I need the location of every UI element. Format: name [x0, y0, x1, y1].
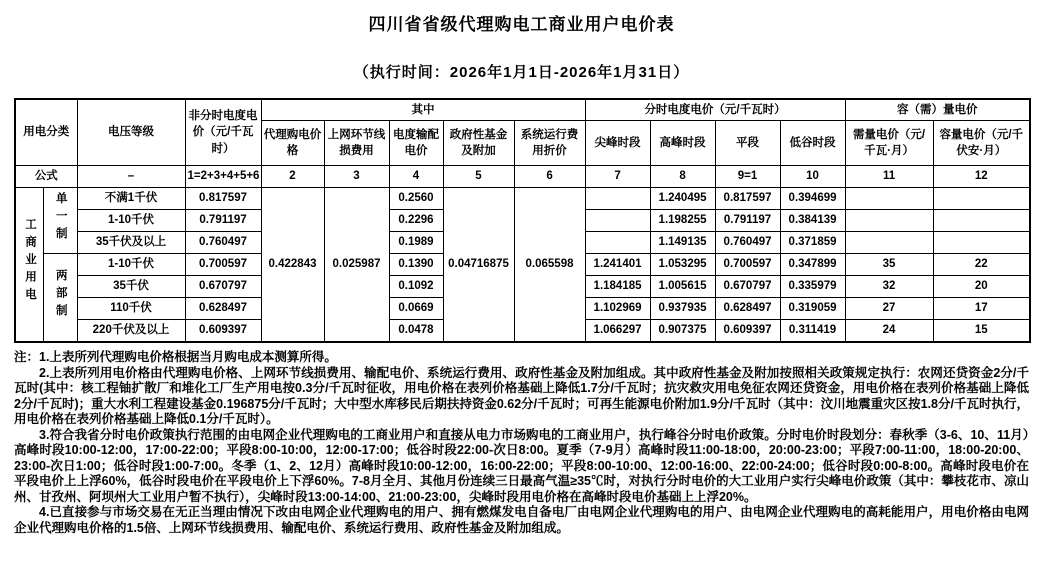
peak-cell: 1.005615: [650, 276, 715, 298]
sharp-peak-cell: [585, 188, 650, 210]
note-4: 4.已直接参与市场交易在无正当理由情况下改由电网企业代理购电的用户、拥有燃煤发电自备电厂由电网企业代理购电的用户、由电网企业代理购电的高耗能用户，用电价格由电网企业代理购电价格的1.5倍、上网环节线损费用、输配电价、系统运行费用、政府性基金及附加组成。: [14, 505, 1029, 535]
voltage-cell: 35千伏及以上: [77, 232, 185, 254]
notes-section: [14, 350, 1029, 536]
header-line-loss: 上网环节线损费用: [324, 121, 389, 166]
peak-cell: 0.937935: [650, 298, 715, 320]
valley-cell: 0.319059: [780, 298, 845, 320]
header-sharp-peak: 尖峰时段: [585, 121, 650, 166]
voltage-cell: 不满1千伏: [77, 188, 185, 210]
flat-cell: 0.670797: [715, 276, 780, 298]
flat-cell: 0.760497: [715, 232, 780, 254]
voltage-cell: 1-10千伏: [77, 210, 185, 232]
system-two-part-cell: [43, 254, 77, 343]
peak-cell: 1.053295: [650, 254, 715, 276]
sharp-peak-cell: 1.184185: [585, 276, 650, 298]
formula-dash: –: [77, 166, 185, 188]
demand-cell: [845, 210, 933, 232]
header-flat: 平段: [715, 121, 780, 166]
demand-cell: [845, 232, 933, 254]
valley-cell: 0.384139: [780, 210, 845, 232]
formula-col: 12: [933, 166, 1030, 188]
header-peak: 高峰时段: [650, 121, 715, 166]
total-price-cell: 0.700597: [185, 254, 261, 276]
category-cell: [15, 188, 43, 343]
formula-col: 7: [585, 166, 650, 188]
capacity-cell: [933, 232, 1030, 254]
system-single-label: 单一制: [54, 191, 67, 245]
page-title: 四川省省级代理购电工商业用户电价表: [368, 15, 675, 34]
header-capacity-group: 容（需）量电价: [845, 99, 1030, 121]
peak-cell: 0.907375: [650, 320, 715, 343]
flat-cell: 0.609397: [715, 320, 780, 343]
voltage-cell: 35千伏: [77, 276, 185, 298]
sharp-peak-cell: 1.241401: [585, 254, 650, 276]
total-price-cell: 0.760497: [185, 232, 261, 254]
total-price-cell: 0.791197: [185, 210, 261, 232]
header-capacity-price: 容量电价（元/千伏安·月）: [933, 121, 1030, 166]
capacity-cell: 15: [933, 320, 1030, 343]
system-two-part-label: 两部制: [54, 268, 67, 322]
formula-col: 11: [845, 166, 933, 188]
total-price-cell: 0.817597: [185, 188, 261, 210]
peak-cell: 1.149135: [650, 232, 715, 254]
header-row-groups: [15, 99, 1030, 121]
line-loss-cell: 0.025987: [324, 188, 389, 343]
header-valley: 低谷时段: [780, 121, 845, 166]
capacity-cell: 17: [933, 298, 1030, 320]
total-price-cell: 0.628497: [185, 298, 261, 320]
price-table: [14, 98, 1031, 343]
header-system-cost: 系统运行费用折价: [514, 121, 585, 166]
peak-cell: 1.198255: [650, 210, 715, 232]
transmission-cell: 0.0669: [389, 298, 443, 320]
flat-cell: 0.628497: [715, 298, 780, 320]
sharp-peak-cell: 1.102969: [585, 298, 650, 320]
page-subtitle: （执行时间：2026年1月1日-2026年1月31日）: [353, 64, 690, 81]
demand-cell: 24: [845, 320, 933, 343]
capacity-cell: [933, 210, 1030, 232]
transmission-cell: 0.2560: [389, 188, 443, 210]
transmission-cell: 0.1989: [389, 232, 443, 254]
system-cost-cell: 0.065598: [514, 188, 585, 343]
agent-price-cell: 0.422843: [261, 188, 324, 343]
header-transmission: 电度输配电价: [389, 121, 443, 166]
sharp-peak-cell: [585, 210, 650, 232]
document-page: [14, 0, 1029, 536]
valley-cell: 0.371859: [780, 232, 845, 254]
transmission-cell: 0.1390: [389, 254, 443, 276]
formula-col: 2: [261, 166, 324, 188]
valley-cell: 0.347899: [780, 254, 845, 276]
header-use-class: 用电分类: [15, 99, 77, 166]
formula-label: 公式: [15, 166, 77, 188]
voltage-cell: 220千伏及以上: [77, 320, 185, 343]
header-gov-funds: 政府性基金及附加: [443, 121, 514, 166]
capacity-cell: 22: [933, 254, 1030, 276]
flat-cell: 0.791197: [715, 210, 780, 232]
table-row: [15, 188, 1030, 210]
header-demand-price: 需量电价（元/千瓦·月）: [845, 121, 933, 166]
formula-col: 3: [324, 166, 389, 188]
header-non-tou-price: 非分时电度电价（元/千瓦时）: [185, 99, 261, 166]
transmission-cell: 0.0478: [389, 320, 443, 343]
flat-cell: 0.817597: [715, 188, 780, 210]
category-label: 工商业用电: [24, 218, 36, 306]
demand-cell: 32: [845, 276, 933, 298]
formula-col: 8: [650, 166, 715, 188]
peak-cell: 1.240495: [650, 188, 715, 210]
total-price-cell: 0.609397: [185, 320, 261, 343]
formula-col: 4: [389, 166, 443, 188]
formula-col: 10: [780, 166, 845, 188]
formula-row: [15, 166, 1030, 188]
formula-total: 1=2+3+4+5+6: [185, 166, 261, 188]
capacity-cell: [933, 188, 1030, 210]
header-voltage: 电压等级: [77, 99, 185, 166]
capacity-cell: 20: [933, 276, 1030, 298]
header-among-group: 其中: [261, 99, 585, 121]
header-agent-price: 代理购电价格: [261, 121, 324, 166]
voltage-cell: 1-10千伏: [77, 254, 185, 276]
formula-col: 6: [514, 166, 585, 188]
system-single-cell: [43, 188, 77, 254]
transmission-cell: 0.2296: [389, 210, 443, 232]
demand-cell: 35: [845, 254, 933, 276]
valley-cell: 0.394699: [780, 188, 845, 210]
voltage-cell: 110千伏: [77, 298, 185, 320]
formula-col: 9=1: [715, 166, 780, 188]
demand-cell: [845, 188, 933, 210]
sharp-peak-cell: 1.066297: [585, 320, 650, 343]
demand-cell: 27: [845, 298, 933, 320]
valley-cell: 0.311419: [780, 320, 845, 343]
total-price-cell: 0.670797: [185, 276, 261, 298]
note-1: 注：1.上表所列代理购电价格根据当月购电成本测算所得。: [14, 350, 337, 364]
valley-cell: 0.335979: [780, 276, 845, 298]
note-3: 3.符合我省分时电价政策执行范围的由电网企业代理购电的工商业用户和直接从电力市场购电的工商业用户，执行峰谷分时电价政策。分时电价时段划分：春秋季（3-6、10、11月）高峰时段10:00-12:00，17:00-22:00；平段8:00-10:00，12:00-17:00；低谷时段22:00-次日8:00。夏季（7-9月）高峰时段11:00-18:00，20:00-23:00；平段7:00-11:00，18:00-20:00、23:00-次日1:00；低谷时段1:00-7:00。冬季（1、2、12月）高峰时段10:00-12:00，16:00-22:00；平段8:00-10:00、12:00-16:00、22:00-24:00；低谷时段0:00-8:00。高峰时段电价在平段电价上上浮60%，低谷时段电价在平段电价上下浮60%。7-8月全月、其他月份连续三日最高气温≥35℃时，对执行分时电价的大工业用户实行尖峰电价政策（其中：攀枝花市、凉山州、甘孜州、阿坝州大工业用户暂不执行），尖峰时段13:00-14:00、21:00-23:00，尖峰时段用电价格在高峰时段电价基础上上浮20%。: [14, 427, 1029, 504]
formula-col: 5: [443, 166, 514, 188]
header-tou-group: 分时电度电价（元/千瓦时）: [585, 99, 845, 121]
flat-cell: 0.700597: [715, 254, 780, 276]
gov-funds-cell: 0.04716875: [443, 188, 514, 343]
transmission-cell: 0.1092: [389, 276, 443, 298]
sharp-peak-cell: [585, 232, 650, 254]
note-2: 2.上表所列用电价格由代理购电价格、上网环节线损费用、输配电价、系统运行费用、政府性基金及附加组成。其中政府性基金及附加按照相关政策规定执行：农网还贷资金2分/千瓦时(其中：核工程铀扩散厂和堆化工厂生产用电按0.3分/千瓦时征收，用电价格在表列价格基础上降低1.7分/千瓦时；抗灾救灾用电免征农网还贷资金，用电价格在表列价格基础上降低2分/千瓦时)；重大水利工程建设基金0.196875分/千瓦时；大中型水库移民后期扶持资金0.62分/千瓦时；可再生能源电价附加1.9分/千瓦时（其中：汶川地震重灾区按1.8分/千瓦时执行，用电价格在表列价格基础上降低0.1分/千瓦时）。: [14, 365, 1029, 426]
